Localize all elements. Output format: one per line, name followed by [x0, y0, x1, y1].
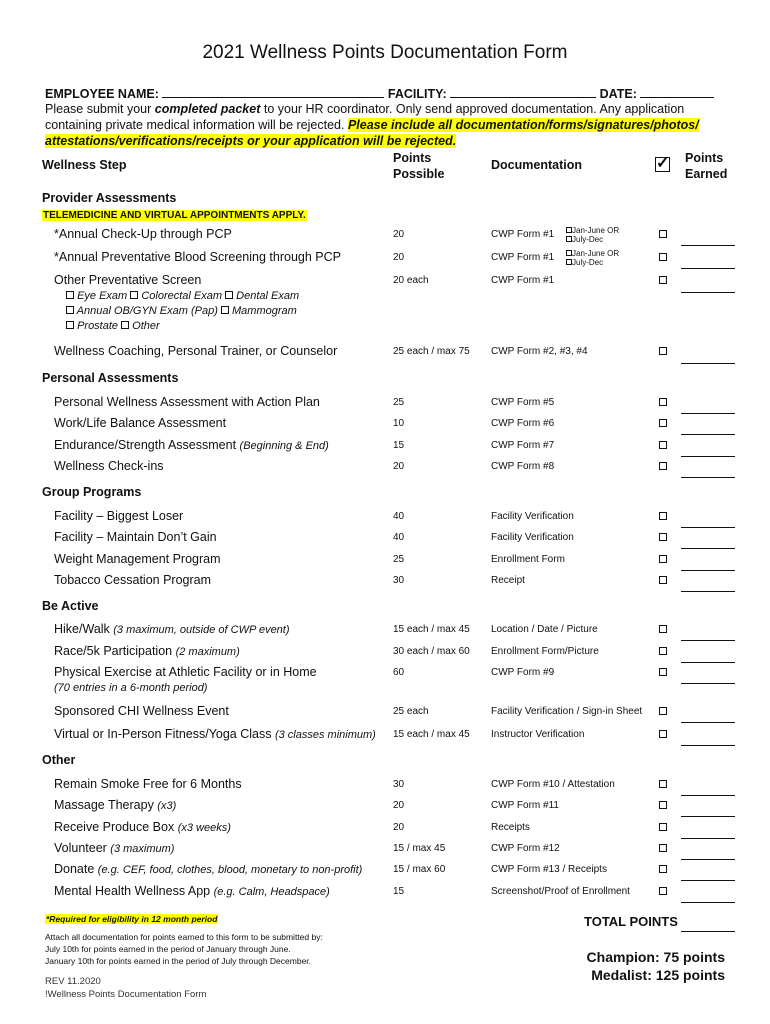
dental-label: Dental Exam — [236, 290, 300, 302]
documentation: CWP Form #13 / Receipts — [491, 864, 607, 876]
employee-header — [45, 86, 714, 101]
points-possible: 15 — [393, 885, 405, 897]
points-possible: 20 — [393, 460, 405, 472]
step-label-text: Tobacco Cessation Program — [54, 572, 212, 587]
form-name: !Wellness Points Documentation Form — [45, 989, 207, 1000]
step-label — [54, 798, 176, 812]
checkup-opt-2 — [566, 235, 603, 244]
eye-checkbox[interactable] — [66, 291, 74, 299]
points-possible: 15 each / max 45 — [393, 624, 470, 635]
documentation: CWP Form #11 — [491, 800, 559, 812]
date-label: DATE: — [599, 87, 637, 101]
points-earned-field[interactable] — [681, 745, 735, 746]
blood-points: 20 — [393, 252, 405, 263]
documentation: Facility Verification — [491, 532, 574, 544]
active-sub-note: (70 entries in a 6-month period) — [54, 682, 208, 694]
facility-label: FACILITY: — [387, 87, 447, 101]
documentation: CWP Form #5 — [491, 397, 555, 408]
step-label — [54, 704, 229, 718]
section-active: Be Active — [42, 599, 99, 613]
screen-points: 20 each — [393, 275, 429, 286]
row-checkbox[interactable] — [659, 707, 667, 715]
row-checkbox[interactable] — [659, 533, 667, 541]
step-label — [54, 438, 329, 452]
points-earned-field[interactable] — [681, 413, 735, 414]
points-earned-field[interactable] — [681, 548, 735, 549]
points-earned-field[interactable] — [681, 880, 735, 881]
points-possible: 25 — [393, 397, 405, 408]
screen-checkbox[interactable] — [659, 276, 667, 284]
step-note: (Beginning & End) — [239, 439, 329, 452]
eye-label: Eye Exam — [77, 290, 128, 302]
points-earned-field[interactable] — [681, 591, 735, 592]
opt-label: July-Dec — [572, 258, 604, 267]
step-label-text: Facility – Maintain Don’t Gain — [54, 530, 217, 545]
mammogram-label: Mammogram — [232, 305, 297, 317]
intro-highlight: Please include all documentation/forms/signatures/photos/ — [347, 118, 699, 132]
points-possible: 25 — [393, 553, 405, 565]
screen-doc: CWP Form #1 — [491, 275, 555, 286]
check-icon: ✓ — [656, 155, 670, 172]
points-earned-field[interactable] — [681, 456, 735, 457]
points-possible: 15 — [393, 439, 405, 451]
documentation: Facility Verification / Sign-in Sheet — [491, 706, 643, 717]
row-checkbox[interactable] — [659, 801, 667, 809]
documentation: Enrollment Form/Picture — [491, 646, 599, 657]
other-checkbox[interactable] — [121, 321, 129, 329]
row-checkbox[interactable] — [659, 844, 667, 852]
opt-label: Jan-June OR — [572, 249, 620, 258]
points-possible: 10 — [393, 418, 405, 430]
row-checkbox[interactable] — [659, 887, 667, 895]
step-label — [54, 665, 317, 679]
col-documentation: Documentation — [491, 158, 582, 172]
prostate-checkbox[interactable] — [66, 321, 74, 329]
points-possible: 40 — [393, 532, 405, 544]
step-label-text: Donate — [54, 862, 98, 877]
points-earned-field[interactable] — [681, 570, 735, 571]
points-earned-field[interactable] — [681, 434, 735, 435]
points-earned-field[interactable] — [681, 816, 735, 817]
telemedicine-note — [42, 205, 307, 223]
step-label — [54, 509, 183, 523]
step-note: (3 classes minimum) — [274, 729, 376, 741]
telemedicine-note-text: TELEMEDICINE AND VIRTUAL APPOINTMENTS APPLY. — [43, 210, 306, 221]
step-label-text: Volunteer — [54, 840, 111, 855]
step-label — [54, 727, 376, 741]
points-earned-field[interactable] — [681, 640, 735, 641]
row-checkbox[interactable] — [659, 398, 667, 406]
step-label — [54, 459, 164, 473]
step-label-text: Hike/Walk — [54, 622, 114, 636]
row-checkbox[interactable] — [659, 625, 667, 633]
points-possible: 20 — [393, 800, 405, 812]
points-earned-field[interactable] — [681, 683, 735, 684]
points-earned-field[interactable] — [681, 902, 735, 903]
colorectal-checkbox[interactable] — [130, 291, 138, 299]
points-possible: 15 each / max 45 — [393, 729, 470, 740]
intro-line-2 — [45, 118, 699, 132]
step-label-text: Work/Life Balance Assessment — [54, 416, 227, 431]
screen-label: Other Preventative Screen — [54, 273, 202, 287]
intro-highlight: attestations/verifications/receipts or your application will be rejected. — [45, 134, 457, 148]
row-checkbox[interactable] — [659, 865, 667, 873]
prostate-label: Prostate — [77, 320, 119, 332]
coaching-checkbox[interactable] — [659, 347, 667, 355]
attach-line-3: January 10th for points earned in the period of July through December. — [45, 956, 312, 966]
row-checkbox[interactable] — [659, 730, 667, 738]
step-label-text: Wellness Check-ins — [54, 458, 164, 473]
documentation: Facility Verification — [491, 511, 574, 522]
coaching-label: Wellness Coaching, Personal Trainer, or Counselor — [54, 344, 338, 358]
row-checkbox[interactable] — [659, 668, 667, 676]
points-earned-field[interactable] — [681, 722, 735, 723]
colorectal-label: Colorectal Exam — [141, 290, 223, 302]
row-checkbox[interactable] — [659, 419, 667, 427]
documentation: Instructor Verification — [491, 729, 585, 740]
row-checkbox[interactable] — [659, 462, 667, 470]
points-earned-field[interactable] — [681, 662, 735, 663]
coaching-points: 25 each / max 75 — [393, 346, 470, 357]
step-note: (2 maximum) — [175, 646, 240, 658]
points-possible: 15 / max 60 — [393, 864, 446, 876]
dental-checkbox[interactable] — [225, 291, 233, 299]
step-label — [54, 573, 211, 587]
step-label — [54, 777, 242, 791]
step-note: (e.g. Calm, Headspace) — [213, 885, 330, 898]
step-label-text: Mental Health Wellness App — [54, 883, 214, 898]
section-group: Group Programs — [42, 485, 142, 499]
step-label-text: Race/5k Participation — [54, 644, 176, 658]
intro-text: Please submit your — [45, 102, 155, 116]
page-title: 2021 Wellness Points Documentation Form — [202, 42, 568, 63]
step-note: (3 maximum, outside of CWP event) — [113, 624, 290, 636]
checkup-points: 20 — [393, 229, 405, 240]
step-label — [54, 862, 362, 876]
other-label: Other — [132, 320, 160, 332]
screen-options-2 — [66, 305, 297, 317]
blood-earned-field[interactable] — [681, 268, 735, 269]
employee-name-label: EMPLOYEE NAME: — [45, 87, 159, 101]
step-label-text: Remain Smoke Free for 6 Months — [54, 777, 242, 791]
row-checkbox[interactable] — [659, 780, 667, 788]
opt-label: July-Dec — [572, 235, 604, 244]
obgyn-checkbox[interactable] — [66, 306, 74, 314]
champion-text: Champion: 75 points — [586, 949, 725, 965]
screen-earned-field[interactable] — [681, 292, 735, 293]
step-label — [54, 884, 330, 898]
row-checkbox[interactable] — [659, 647, 667, 655]
step-label-text: Physical Exercise at Athletic Facility or in Home — [54, 665, 317, 679]
intro-line-1 — [45, 102, 684, 116]
points-possible: 60 — [393, 667, 405, 678]
step-note: (x3) — [157, 800, 177, 813]
facility-field[interactable] — [450, 86, 596, 98]
points-earned-field[interactable] — [681, 477, 735, 478]
step-label — [54, 530, 217, 544]
documentation: CWP Form #8 — [491, 460, 555, 472]
revision: REV 11.2020 — [45, 976, 101, 987]
section-other: Other — [42, 753, 76, 767]
step-label — [54, 841, 174, 855]
step-label-text: Virtual or In-Person Fitness/Yoga Class — [54, 727, 275, 741]
intro-line-3 — [45, 134, 456, 148]
employee-name-field[interactable] — [162, 86, 384, 98]
section-provider: Provider Assessments — [42, 191, 177, 205]
blood-label: *Annual Preventative Blood Screening through PCP — [54, 250, 341, 264]
required-note-text: *Required for eligibility in 12 month period — [46, 914, 218, 924]
documentation: CWP Form #7 — [491, 439, 555, 451]
date-field[interactable] — [640, 86, 714, 98]
step-label — [54, 644, 240, 658]
documentation: Screenshot/Proof of Enrollment — [491, 885, 630, 897]
points-earned-field[interactable] — [681, 838, 735, 839]
step-label-text: Receive Produce Box — [54, 819, 178, 834]
mammogram-checkbox[interactable] — [221, 306, 229, 314]
step-note: (x3 weeks) — [177, 821, 231, 834]
intro-text: containing private medical information will be rejected. — [45, 118, 348, 132]
row-checkbox[interactable] — [659, 576, 667, 584]
section-personal: Personal Assessments — [42, 371, 179, 385]
step-label — [54, 820, 231, 834]
points-possible: 15 / max 45 — [393, 842, 446, 854]
col-points-earned-2: Earned — [685, 167, 728, 181]
attach-line-2: July 10th for points earned in the period of January through June. — [45, 944, 291, 954]
col-points-earned-1: Points — [685, 151, 724, 165]
total-points-label: TOTAL POINTS — [584, 914, 678, 929]
points-possible: 30 — [393, 574, 405, 586]
step-label-text: Weight Management Program — [54, 551, 221, 566]
attach-line-1: Attach all documentation for points earned to this form to be submitted by: — [45, 932, 323, 942]
step-label — [54, 552, 221, 566]
points-possible: 20 — [393, 821, 405, 833]
documentation: Enrollment Form — [491, 553, 565, 565]
medalist-text: Medalist: 125 points — [591, 967, 725, 983]
step-label-text: Endurance/Strength Assessment — [54, 437, 240, 452]
step-note: (3 maximum) — [110, 842, 175, 855]
step-label — [54, 622, 290, 636]
blood-checkbox[interactable] — [659, 253, 667, 261]
step-label-text: Sponsored CHI Wellness Event — [54, 704, 229, 718]
blood-opt-2 — [566, 258, 603, 267]
points-earned-field[interactable] — [681, 859, 735, 860]
points-earned-field[interactable] — [681, 527, 735, 528]
documentation: CWP Form #9 — [491, 667, 555, 678]
documentation: CWP Form #6 — [491, 418, 555, 430]
step-note: (e.g. CEF, food, clothes, blood, monetary to non-profit) — [97, 864, 363, 877]
step-label-text: Personal Wellness Assessment with Action Plan — [54, 395, 320, 409]
screen-options-1 — [66, 290, 299, 302]
intro-text: to your HR coordinator. Only send approved documentation. Any application — [260, 102, 685, 116]
row-checkbox[interactable] — [659, 555, 667, 563]
row-checkbox[interactable] — [659, 823, 667, 831]
step-label-text: Massage Therapy — [54, 798, 158, 813]
points-possible: 30 — [393, 779, 405, 790]
col-wellness-step: Wellness Step — [42, 158, 127, 172]
points-possible: 30 each / max 60 — [393, 646, 470, 657]
points-possible: 25 each — [393, 706, 429, 717]
documentation: CWP Form #12 — [491, 842, 560, 854]
checkup-label: *Annual Check-Up through PCP — [54, 227, 232, 241]
required-note — [45, 909, 218, 927]
total-points-field[interactable] — [681, 931, 735, 932]
col-points-possible-1: Points — [393, 151, 432, 165]
blood-opt-1 — [566, 249, 619, 258]
col-points-possible-2: Possible — [393, 167, 445, 181]
intro-emphasis: completed packet — [154, 102, 261, 116]
coaching-earned-field[interactable] — [681, 363, 735, 364]
row-checkbox[interactable] — [659, 512, 667, 520]
documentation: Receipts — [491, 821, 530, 833]
checkup-checkbox[interactable] — [659, 230, 667, 238]
checkup-opt-1 — [566, 226, 619, 235]
points-earned-field[interactable] — [681, 795, 735, 796]
checkup-earned-field[interactable] — [681, 245, 735, 246]
documentation: CWP Form #10 / Attestation — [491, 779, 615, 790]
blood-doc: CWP Form #1 — [491, 252, 555, 263]
opt-label: Jan-June OR — [572, 226, 620, 235]
points-possible: 40 — [393, 511, 405, 522]
obgyn-label: Annual OB/GYN Exam (Pap) — [76, 305, 218, 317]
documentation: Location / Date / Picture — [491, 624, 598, 635]
step-label — [54, 395, 320, 409]
step-label — [54, 416, 226, 430]
coaching-doc: CWP Form #2, #3, #4 — [491, 346, 588, 357]
documentation: Receipt — [491, 574, 525, 586]
row-checkbox[interactable] — [659, 441, 667, 449]
screen-options-3 — [66, 320, 160, 332]
step-label-text: Facility – Biggest Loser — [54, 509, 184, 523]
checkup-doc: CWP Form #1 — [491, 229, 555, 240]
